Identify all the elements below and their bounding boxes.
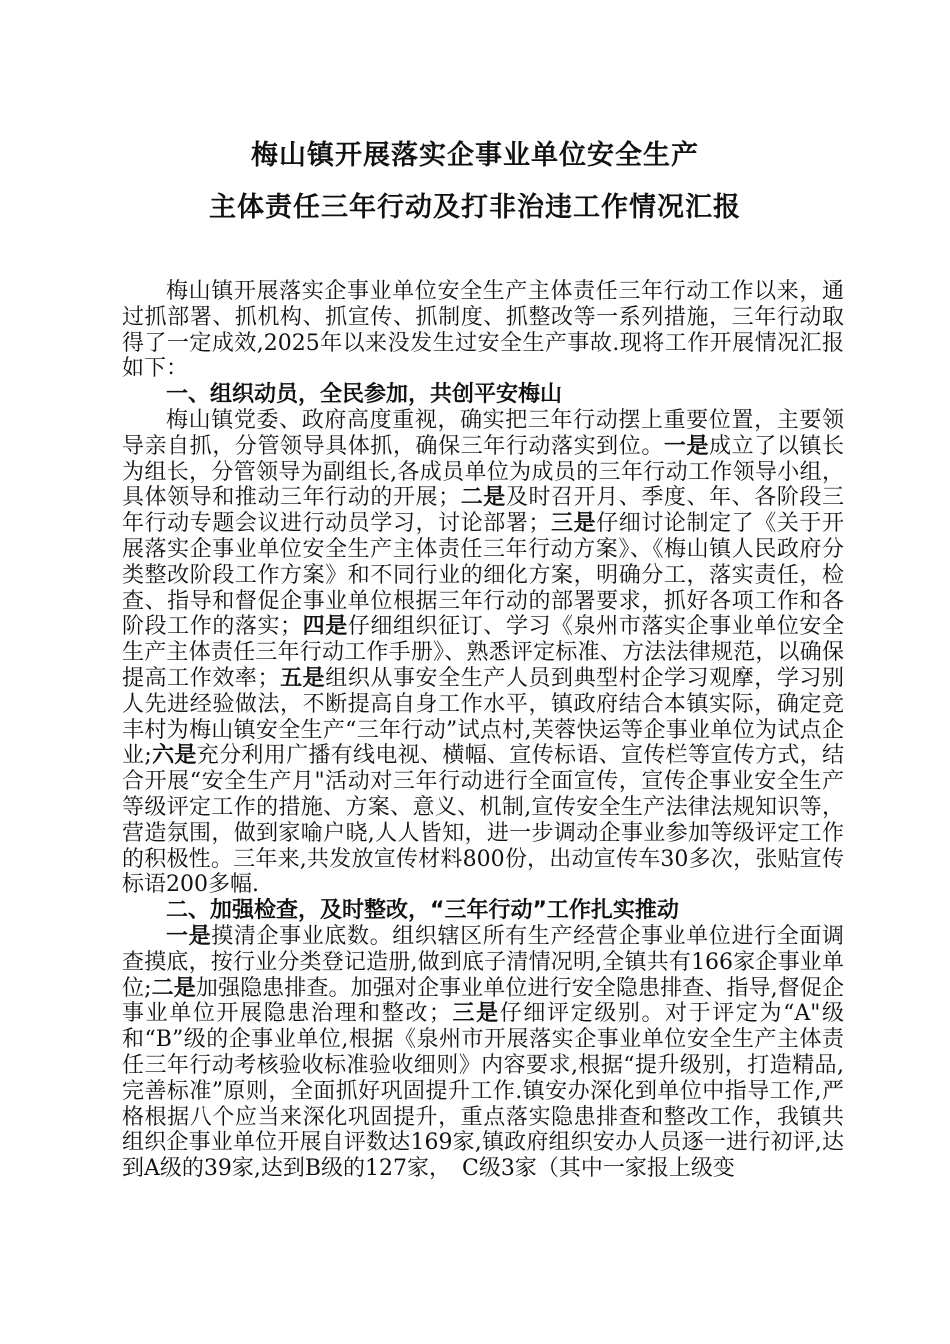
section-2-text-3: 仔细评定级别。对于评定为“A"级和“B”级的企事业单位,根据《泉州市开展落实企事业单位安全生产主体责任三年行动考核验收标准验收细则》内容要求,根据“提升级别，打造精品,完善标准”原则，全面抓好巩固提升工作.镇安办深化到单位中指导工作,严格根据八个应当来深化巩固提升，重点落实隐患排查和整改工作，我镇共组织企事业单位开展自评数达169家,镇政府组织安办人员逐一进行初评,达到A级的39家,达到B级的127家， C级3家（其中一家报上级变 [122,1001,844,1182]
section-1-text-5: 组织从事安全生产人员到典型村企学习观摩，学习别人先进经验做法，不断提高自身工作水平，镇政府结合本镇实际，确定竞丰村为梅山镇安全生产“三年行动”试点村,芙蓉快运等企事业单位为试点企业; [122,665,844,769]
section-2-marker-2: 二是 [151,974,196,1001]
intro-paragraph: 梅山镇开展落实企事业单位安全生产主体责任三年行动工作以来，通过抓部署、抓机构、抓宣传、抓制度、抓整改等一系列措施，三年行动取得了一定成效,2025年以来没发生过安全生产事故.现将工作开展情况汇报如下： [122,279,844,382]
section-2-text-2: 加强隐患排查。加强对企事业单位进行安全隐患排查、指导,督促企事业单位开展隐患治理和整改； [122,975,844,1027]
section-1-paragraph [122,408,844,898]
section-1-text-2: 及时召开月、季度、年、各阶段三年行动专题会议进行动员学习，讨论部署； [122,485,844,537]
section-1-marker-6: 六是 [151,742,197,769]
document-title-line-1: 梅山镇开展落实企事业单位安全生产 [251,140,699,171]
section-1-marker-2: 二是 [460,484,506,511]
section-1-marker-3: 三是 [550,510,597,537]
section-2-text-1: 摸清企事业底数。组织辖区所有生产经营企事业单位进行全面调查摸底，按行业分类登记造册,做到底子清情况明,全镇共有166家企事业单位; [122,923,844,1001]
section-1-heading: 一、组织动员，全民参加，共创平安梅山 [166,382,563,408]
section-1-text-6: 充分利用广播有线电视、横幅、宣传标语、宣传栏等宣传方式，结合开展“安全生产月"活动对三年行动进行全面宣传，宣传企事业安全生产等级评定工作的措施、方案、意义、机制,宣传安全生产法律法规知识等，营造氛围，做到家喻户晓,人人皆知，进一步调动企事业参加等级评定工作的积极性。三年来,共发放宣传材料800份，出动宣传车30多次，张贴宣传标语200多幅. [122,743,844,898]
section-1-marker-5: 五是 [279,664,326,691]
section-1-text-1: 成立了以镇长为组长，分管领导为副组长,各成员单位为成员的三年行动工作领导小组，具体领导和推动三年行动的开展； [122,433,844,511]
section-2-paragraph [122,924,844,1182]
section-2-heading: 二、加强检查，及时整改，“三年行动”工作扎实推动 [166,898,679,924]
section-1-marker-4: 四是 [302,613,348,640]
section-1-marker-1: 一是 [663,432,710,459]
section-1-text-3: 仔细讨论制定了《关于开展落实企事业单位安全生产主体责任三年行动方案》、《梅山镇人民政府分类整改阶段工作方案》和不同行业的细化方案，明确分工，落实责任，检查、指导和督促企事业单位根据三年行动的部署要求，抓好各项工作和各阶段工作的落实； [122,511,844,640]
section-2-marker-1: 一是 [166,922,212,949]
section-2-marker-3: 三是 [450,1000,500,1027]
section-1-text-4: 仔细组织征订、学习《泉州市落实企事业单位安全生产主体责任三年行动工作手册》、熟悉评定标准、方法法律规范，以确保提高工作效率； [122,614,844,691]
document-title-line-2: 主体责任三年行动及打非治违工作情况汇报 [209,192,741,223]
document-body [122,279,844,1182]
section-1-text-0: 梅山镇党委、政府高度重视，确实把三年行动摆上重要位置，主要领导亲自抓，分管领导具体抓，确保三年行动落实到位。 [122,407,844,459]
